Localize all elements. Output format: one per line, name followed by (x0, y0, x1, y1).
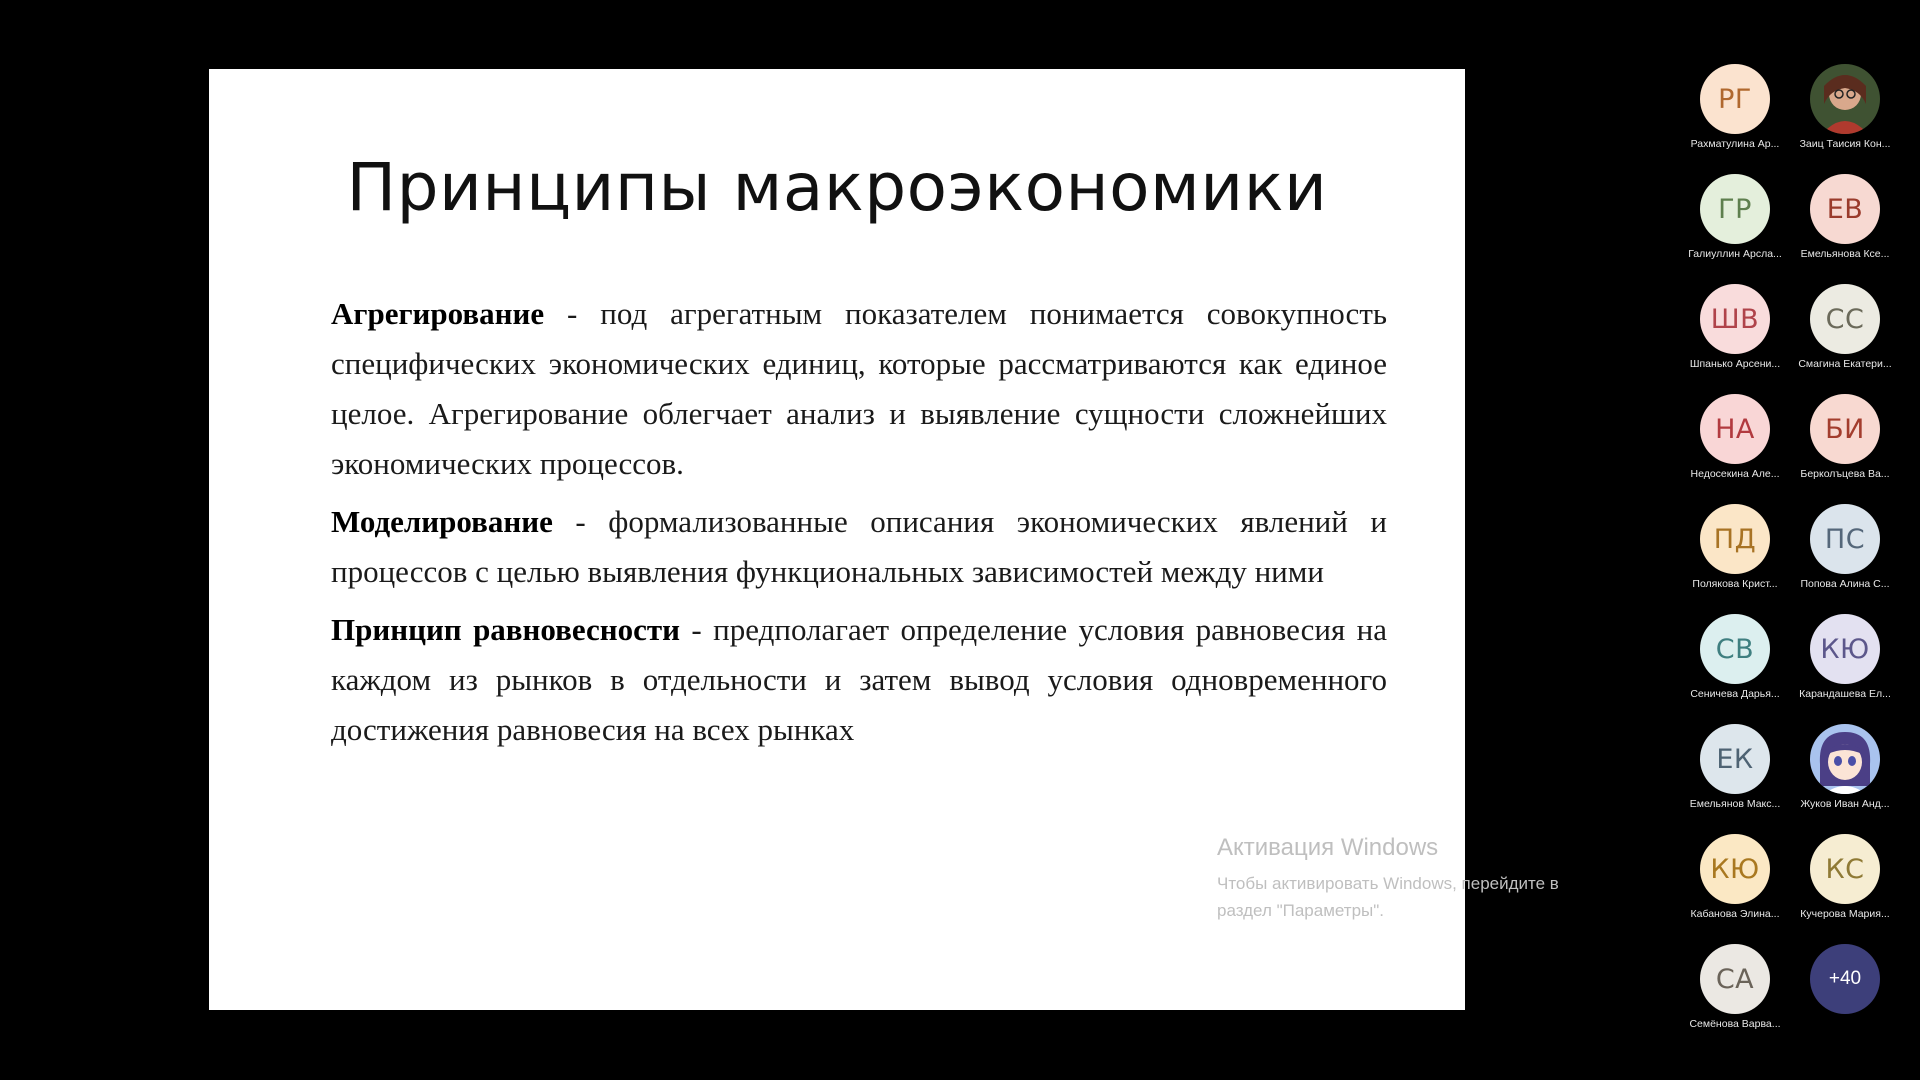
avatar (1810, 504, 1880, 574)
paragraph-aggregation (331, 289, 1387, 489)
avatar-initials: СВ (1715, 633, 1755, 665)
avatar-initials: КС (1825, 853, 1865, 885)
participant-name: Сеничева Дарья... (1690, 688, 1780, 700)
avatar-initials: БИ (1825, 413, 1865, 445)
slide-title: Принципы макроэкономики (346, 149, 1328, 226)
term-label: Принцип равновесности (331, 612, 680, 647)
avatar-initials: ПД (1713, 523, 1757, 555)
term-separator: - (680, 612, 714, 647)
participant-tile[interactable] (1790, 385, 1900, 495)
user-photo-icon (1810, 64, 1880, 134)
paragraph-modeling (331, 497, 1387, 597)
avatar (1700, 504, 1770, 574)
participant-name: Полякова Крист... (1692, 578, 1778, 590)
participants-panel (1680, 55, 1910, 1055)
avatar (1700, 394, 1770, 464)
avatar-initials: ШВ (1710, 303, 1760, 335)
participant-tile[interactable] (1680, 495, 1790, 605)
participant-name: Берколъцева Ва... (1800, 468, 1890, 480)
avatar (1700, 284, 1770, 354)
avatar-initials: ЕК (1716, 743, 1754, 775)
avatar-initials: ЕВ (1826, 193, 1864, 225)
participant-name: Семёнова Варва... (1689, 1018, 1781, 1030)
participant-tile[interactable] (1680, 935, 1790, 1045)
watermark-line: Чтобы активировать Windows, перейдите в (1217, 874, 1559, 893)
avatar (1810, 284, 1880, 354)
term-separator: - (552, 504, 609, 539)
participant-tile[interactable] (1680, 715, 1790, 825)
avatar (1810, 724, 1880, 794)
paragraph-equilibrium (331, 605, 1387, 755)
avatar (1700, 944, 1770, 1014)
user-photo-icon (1810, 724, 1880, 794)
avatar-initials: ГР (1718, 193, 1752, 225)
avatar-initials: РГ (1718, 83, 1752, 115)
paragraph-text: предполагает определение условия равновесия на каждом из рынков в отдельности и затем вывод условия одновременного достижения равновесия на всех рынках (331, 612, 1387, 747)
participant-tile[interactable] (1790, 605, 1900, 715)
avatar (1810, 394, 1880, 464)
avatar-initials: КЮ (1710, 853, 1760, 885)
term-label: Агрегирование (331, 296, 545, 331)
slide-body (331, 289, 1387, 763)
participant-tile[interactable] (1790, 55, 1900, 165)
participant-name: Рахматулина Ар... (1690, 138, 1780, 150)
avatar (1700, 174, 1770, 244)
avatar-initials: СС (1825, 303, 1865, 335)
avatar-initials: НА (1715, 413, 1755, 445)
term-separator: - (544, 296, 601, 331)
participant-tile[interactable] (1680, 825, 1790, 935)
participant-tile[interactable] (1790, 275, 1900, 385)
participant-tile[interactable] (1680, 55, 1790, 165)
avatar (1700, 614, 1770, 684)
participant-tile[interactable] (1680, 605, 1790, 715)
avatar-initials: СА (1715, 963, 1755, 995)
avatar (1810, 834, 1880, 904)
more-participants-button[interactable]: +40 (1810, 944, 1880, 1014)
participant-tile[interactable] (1680, 165, 1790, 275)
participant-name: Недосекина Але... (1690, 468, 1780, 480)
participant-name: Емельянова Ксе... (1800, 248, 1890, 260)
watermark-line: раздел "Параметры". (1217, 901, 1385, 920)
paragraph-text: под агрегатным показателем понимается совокупность специфических экономических единиц, которые рассматриваются как единое целое. Агрегирование облегчает анализ и выявление сущности сложнейших экономических процессов. (331, 296, 1388, 481)
participant-name: Жуков Иван Анд... (1800, 798, 1890, 810)
participant-tile[interactable] (1790, 495, 1900, 605)
avatar-initials: ПС (1824, 523, 1866, 555)
term-label: Моделирование (331, 504, 553, 539)
participant-tile[interactable] (1680, 275, 1790, 385)
participant-tile[interactable] (1680, 385, 1790, 495)
participant-tile[interactable] (1790, 825, 1900, 935)
participant-tile[interactable] (1790, 715, 1900, 825)
avatar (1700, 724, 1770, 794)
participant-name: Карандашева Ел... (1799, 688, 1891, 700)
avatar (1810, 64, 1880, 134)
avatar (1700, 834, 1770, 904)
participant-name: Емельянов Макс... (1689, 798, 1781, 810)
windows-activation-watermark (1217, 834, 1559, 924)
participant-name: Заиц Таисия Кон... (1799, 138, 1891, 150)
avatar (1810, 174, 1880, 244)
paragraph-text: формализованные описания экономических явлений и процессов с целью выявления функциональных зависимостей между ними (331, 504, 1387, 589)
participant-tile[interactable] (1790, 165, 1900, 275)
avatar (1700, 64, 1770, 134)
participant-name: Смагина Екатери... (1798, 358, 1892, 370)
participant-name: Шпанько Арсени... (1689, 358, 1781, 370)
participant-name: Попова Алина С... (1800, 578, 1890, 590)
avatar (1810, 614, 1880, 684)
participant-name: Кучерова Мария... (1800, 908, 1890, 920)
participant-name: Галиуллин Арсла... (1688, 248, 1782, 260)
participant-name: Кабанова Элина... (1690, 908, 1780, 920)
avatar-initials: КЮ (1820, 633, 1870, 665)
watermark-title: Активация Windows (1217, 834, 1439, 861)
